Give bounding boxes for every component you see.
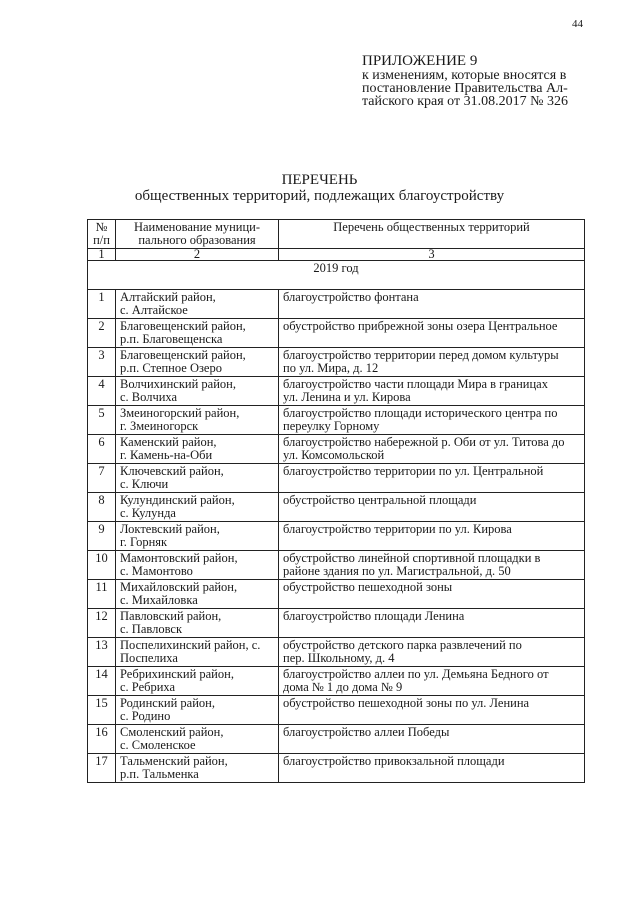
municipality-line: Мамонтовский район, bbox=[120, 551, 238, 565]
municipality-line: Змеиногорский район, bbox=[120, 406, 240, 420]
municipality-line: с. Михайловка bbox=[120, 593, 198, 607]
territory-line: обустройство пешеходной зоны по ул. Ленина bbox=[283, 696, 530, 710]
municipality-line: Павловский район, bbox=[120, 609, 222, 623]
row-territory bbox=[279, 609, 585, 638]
row-municipality bbox=[116, 464, 279, 493]
heading-subtitle: общественных территорий, подлежащих благоустройству bbox=[134, 188, 505, 204]
row-number: 1 bbox=[88, 290, 116, 319]
municipality-line: г. Змеиногорск bbox=[120, 419, 199, 433]
row-municipality bbox=[116, 725, 279, 754]
row-territory bbox=[279, 319, 585, 348]
column-index: 1 bbox=[88, 249, 116, 261]
municipality-line: Благовещенский район, bbox=[120, 348, 246, 362]
row-municipality bbox=[116, 435, 279, 464]
row-territory bbox=[279, 667, 585, 696]
table-row bbox=[88, 580, 585, 609]
row-number: 14 bbox=[88, 667, 116, 696]
row-territory bbox=[279, 377, 585, 406]
row-territory bbox=[279, 551, 585, 580]
row-number: 16 bbox=[88, 725, 116, 754]
row-territory bbox=[279, 493, 585, 522]
territory-line: благоустройство привокзальной площади bbox=[283, 754, 505, 768]
table-row bbox=[88, 667, 585, 696]
municipality-line: Ключевский район, bbox=[120, 464, 224, 478]
column-index: 2 bbox=[116, 249, 279, 261]
municipality-line: с. Волчиха bbox=[120, 390, 178, 404]
row-municipality bbox=[116, 319, 279, 348]
row-territory bbox=[279, 348, 585, 377]
row-number: 7 bbox=[88, 464, 116, 493]
header-municipality bbox=[116, 220, 279, 249]
row-territory bbox=[279, 522, 585, 551]
table-row bbox=[88, 406, 585, 435]
row-territory bbox=[279, 638, 585, 667]
table-row bbox=[88, 493, 585, 522]
territory-line: благоустройство территории перед домом культуры bbox=[283, 348, 559, 362]
row-territory bbox=[279, 406, 585, 435]
territory-line: благоустройство территории по ул. Центральной bbox=[283, 464, 544, 478]
municipality-line: с. Родино bbox=[120, 709, 171, 723]
territory-line: благоустройство аллеи Победы bbox=[283, 725, 450, 739]
header-number bbox=[88, 220, 116, 249]
territory-line: ул. Ленина и ул. Кирова bbox=[283, 390, 411, 404]
municipality-line: с. Алтайское bbox=[120, 303, 188, 317]
territory-line: благоустройство площади исторического центра по bbox=[283, 406, 558, 420]
territory-line: по ул. Мира, д. 12 bbox=[283, 361, 379, 375]
row-territory bbox=[279, 754, 585, 783]
territory-line: переулку Горному bbox=[283, 419, 380, 433]
row-territory bbox=[279, 725, 585, 754]
row-number: 6 bbox=[88, 435, 116, 464]
territory-line: пер. Школьному, д. 4 bbox=[283, 651, 395, 665]
table-row bbox=[88, 696, 585, 725]
appendix-title: ПРИЛОЖЕНИЕ 9 bbox=[362, 53, 478, 69]
territory-line: обустройство детского парка развлечений по bbox=[283, 638, 522, 652]
row-number: 2 bbox=[88, 319, 116, 348]
table-row bbox=[88, 609, 585, 638]
territory-line: обустройство линейной спортивной площадки в bbox=[283, 551, 541, 565]
row-municipality bbox=[116, 667, 279, 696]
territory-line: благоустройство аллеи по ул. Демьяна Бедного от bbox=[283, 667, 549, 681]
territory-line: благоустройство набережной р. Оби от ул. Титова до bbox=[283, 435, 565, 449]
municipality-line: Михайловский район, bbox=[120, 580, 238, 594]
document-heading bbox=[0, 172, 639, 204]
year-label: 2019 год bbox=[88, 261, 585, 290]
row-number: 4 bbox=[88, 377, 116, 406]
row-number: 9 bbox=[88, 522, 116, 551]
header-number-line: № bbox=[95, 220, 108, 234]
municipality-line: Поспелиха bbox=[120, 651, 178, 665]
municipality-line: р.п. Благовещенска bbox=[120, 332, 223, 346]
municipality-line: Каменский район, bbox=[120, 435, 217, 449]
table-row bbox=[88, 464, 585, 493]
heading-title: ПЕРЕЧЕНЬ bbox=[281, 172, 358, 188]
table-row bbox=[88, 435, 585, 464]
table-row bbox=[88, 725, 585, 754]
territory-line: благоустройство фонтана bbox=[283, 290, 419, 304]
territory-line: обустройство пешеходной зоны bbox=[283, 580, 453, 594]
table-row bbox=[88, 638, 585, 667]
table-row bbox=[88, 348, 585, 377]
column-index: 3 bbox=[279, 249, 585, 261]
municipality-line: г. Горняк bbox=[120, 535, 168, 549]
territory-line: районе здания по ул. Магистральной, д. 50 bbox=[283, 564, 511, 578]
territory-line: благоустройство площади Ленина bbox=[283, 609, 465, 623]
territories-table bbox=[87, 219, 585, 783]
row-number: 8 bbox=[88, 493, 116, 522]
territory-line: обустройство прибрежной зоны озера Центральное bbox=[283, 319, 558, 333]
table-row bbox=[88, 522, 585, 551]
row-municipality bbox=[116, 348, 279, 377]
municipality-line: Алтайский район, bbox=[120, 290, 216, 304]
row-territory bbox=[279, 435, 585, 464]
row-municipality bbox=[116, 551, 279, 580]
row-number: 13 bbox=[88, 638, 116, 667]
municipality-line: г. Камень-на-Оби bbox=[120, 448, 213, 462]
table-row bbox=[88, 754, 585, 783]
row-municipality bbox=[116, 406, 279, 435]
appendix-line: к изменениям, которые вносятся в bbox=[362, 68, 567, 83]
municipality-line: р.п. Тальменка bbox=[120, 767, 199, 781]
municipality-line: с. Ребриха bbox=[120, 680, 176, 694]
table-row bbox=[88, 290, 585, 319]
table-row bbox=[88, 319, 585, 348]
row-number: 12 bbox=[88, 609, 116, 638]
row-municipality bbox=[116, 377, 279, 406]
territory-line: благоустройство территории по ул. Кирова bbox=[283, 522, 512, 536]
row-municipality bbox=[116, 493, 279, 522]
territory-line: благоустройство части площади Мира в границах bbox=[283, 377, 548, 391]
municipality-line: Смоленский район, bbox=[120, 725, 224, 739]
row-territory bbox=[279, 580, 585, 609]
header-municipality-line: пального образования bbox=[138, 233, 256, 247]
row-municipality bbox=[116, 638, 279, 667]
municipality-line: Родинский район, bbox=[120, 696, 215, 710]
municipality-line: Ребрихинский район, bbox=[120, 667, 234, 681]
row-number: 10 bbox=[88, 551, 116, 580]
row-territory bbox=[279, 290, 585, 319]
territory-line: обустройство центральной площади bbox=[283, 493, 477, 507]
row-municipality bbox=[116, 609, 279, 638]
municipality-line: Поспелихинский район, с. bbox=[120, 638, 261, 652]
municipality-line: Благовещенский район, bbox=[120, 319, 246, 333]
year-row bbox=[88, 261, 585, 290]
header-number-line: п/п bbox=[93, 233, 110, 247]
territory-line: дома № 1 до дома № 9 bbox=[283, 680, 403, 694]
header-territories: Перечень общественных территорий bbox=[279, 220, 585, 249]
municipality-line: р.п. Степное Озеро bbox=[120, 361, 222, 375]
municipality-line: с. Мамонтово bbox=[120, 564, 193, 578]
row-municipality bbox=[116, 290, 279, 319]
municipality-line: Кулундинский район, bbox=[120, 493, 235, 507]
appendix-block bbox=[362, 53, 568, 108]
header-municipality-line: Наименование муници- bbox=[133, 220, 261, 234]
table-header-row bbox=[88, 220, 585, 249]
municipality-line: с. Смоленское bbox=[120, 738, 196, 752]
municipality-line: с. Павловск bbox=[120, 622, 183, 636]
row-municipality bbox=[116, 580, 279, 609]
row-municipality bbox=[116, 696, 279, 725]
column-index-row bbox=[88, 249, 585, 261]
municipality-line: с. Кулунда bbox=[120, 506, 176, 520]
row-number: 15 bbox=[88, 696, 116, 725]
row-number: 11 bbox=[88, 580, 116, 609]
row-number: 17 bbox=[88, 754, 116, 783]
row-municipality bbox=[116, 522, 279, 551]
territory-line: ул. Комсомольской bbox=[283, 448, 385, 462]
municipality-line: Тальменский район, bbox=[120, 754, 228, 768]
row-territory bbox=[279, 464, 585, 493]
table-row bbox=[88, 551, 585, 580]
municipality-line: Волчихинский район, bbox=[120, 377, 236, 391]
table-row bbox=[88, 377, 585, 406]
municipality-line: с. Ключи bbox=[120, 477, 169, 491]
page-number: 44 bbox=[572, 18, 583, 30]
appendix-line: тайского края от 31.08.2017 № 326 bbox=[362, 94, 568, 109]
municipality-line: Локтевский район, bbox=[120, 522, 220, 536]
row-number: 5 bbox=[88, 406, 116, 435]
row-territory bbox=[279, 696, 585, 725]
row-municipality bbox=[116, 754, 279, 783]
row-number: 3 bbox=[88, 348, 116, 377]
appendix-line: постановление Правительства Ал- bbox=[362, 81, 568, 96]
